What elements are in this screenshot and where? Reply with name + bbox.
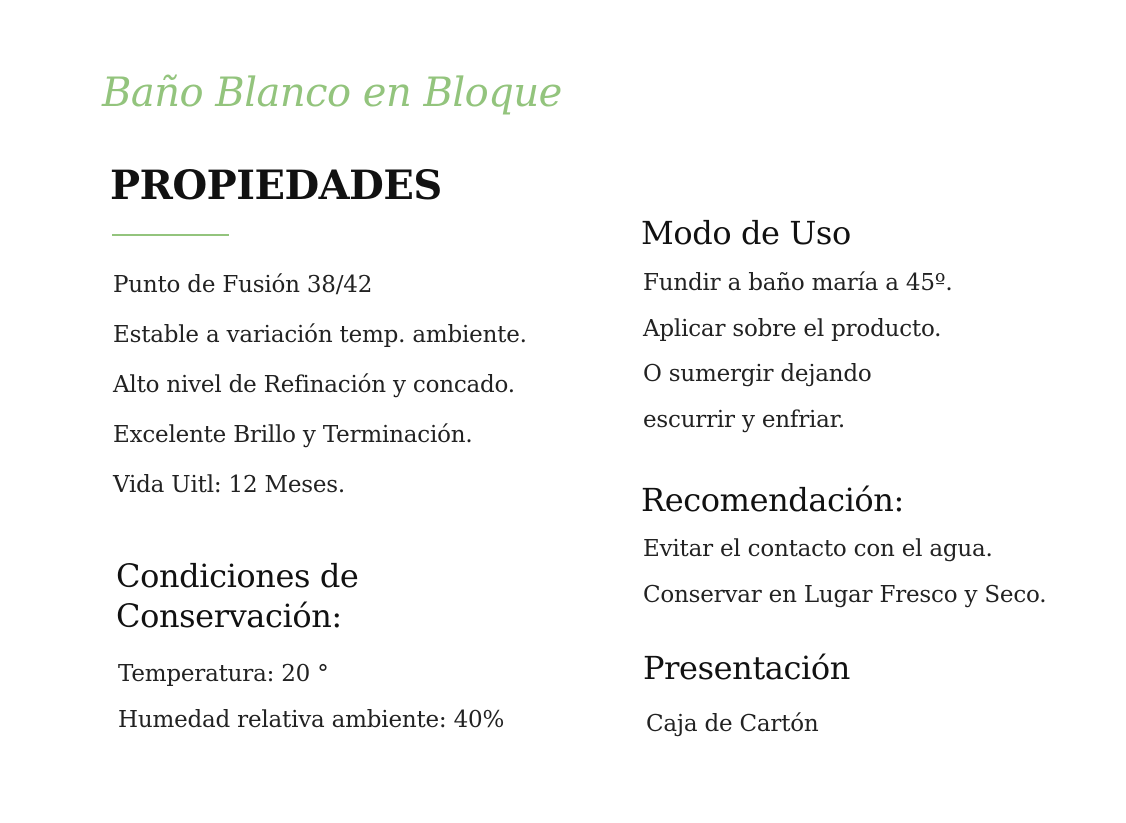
property-item: Alto nivel de Refinación y concado.	[113, 372, 515, 398]
product-title: Baño Blanco en Bloque	[102, 70, 562, 116]
conservation-heading	[116, 556, 358, 636]
usage-item: O sumergir dejando	[643, 361, 872, 387]
presentation-item: Caja de Cartón	[646, 711, 819, 737]
usage-item: Fundir a baño maría a 45º.	[643, 270, 953, 296]
property-item: Estable a variación temp. ambiente.	[113, 322, 527, 348]
conservation-item: Temperatura: 20 °	[118, 661, 329, 687]
property-item: Vida Uitl: 12 Meses.	[113, 472, 345, 498]
property-item: Punto de Fusión 38/42	[113, 272, 373, 298]
heading-divider	[112, 234, 229, 236]
usage-item: Aplicar sobre el producto.	[643, 316, 942, 342]
property-item: Excelente Brillo y Terminación.	[113, 422, 473, 448]
conservation-heading-line1: Condiciones de	[116, 557, 359, 595]
usage-item: escurrir y enfriar.	[643, 407, 846, 433]
recommendation-heading: Recomendación:	[641, 481, 904, 519]
recommendation-item: Evitar el contacto con el agua.	[643, 536, 993, 562]
conservation-heading-line2: Conservación:	[116, 597, 342, 635]
properties-heading: PROPIEDADES	[110, 162, 442, 209]
conservation-item: Humedad relativa ambiente: 40%	[118, 707, 505, 733]
recommendation-item: Conservar en Lugar Fresco y Seco.	[643, 582, 1047, 608]
usage-heading: Modo de Uso	[641, 214, 851, 252]
presentation-heading: Presentación	[643, 649, 850, 687]
